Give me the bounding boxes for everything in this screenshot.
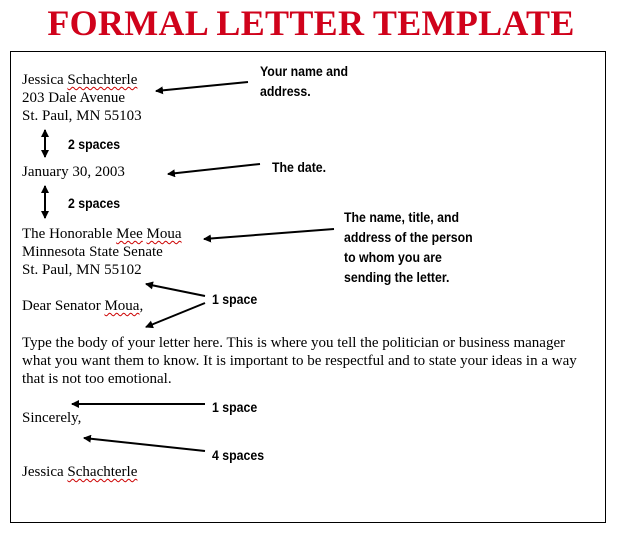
annotation-two-spaces-1: 2 spaces	[68, 136, 121, 152]
annotation-your-name-line-1: Your name and	[260, 63, 349, 79]
salutation-name: Moua	[104, 298, 140, 314]
signature-last-name: Schachterle	[67, 464, 138, 480]
sender-street: 203 Dale Avenue	[22, 90, 126, 106]
sender-first-name: Jessica	[22, 72, 64, 88]
page-title: FORMAL LETTER TEMPLATE	[47, 3, 575, 43]
recipient-first-name: Mee	[116, 226, 143, 242]
arrow-to-date	[168, 164, 260, 174]
arrow-one-space-1-down	[146, 303, 205, 327]
arrow-four-spaces	[84, 438, 205, 451]
letter-body: Type the body of your letter here. This is where you tell the politician or business manager what you want them to know. It is important to be respectful and to state your ideas in a way that is not too emotional.	[22, 335, 577, 387]
recipient-name-prefix: The Honorable	[22, 226, 113, 242]
annotation-recipient-line-4: sending the letter.	[344, 269, 450, 285]
arrow-to-recipient	[204, 229, 334, 239]
annotation-your-name-line-2: address.	[260, 83, 311, 99]
recipient-last-name: Moua	[146, 226, 182, 242]
annotation-two-spaces-2: 2 spaces	[68, 195, 121, 211]
salutation-prefix: Dear Senator	[22, 298, 101, 314]
annotation-one-space-2: 1 space	[212, 399, 258, 415]
annotation-one-space-1: 1 space	[212, 291, 258, 307]
annotation-recipient-line-3: to whom you are	[344, 249, 442, 265]
annotation-recipient-line-2: address of the person	[344, 229, 473, 245]
closing: Sincerely,	[22, 410, 82, 426]
sender-city: St. Paul, MN 55103	[22, 108, 142, 124]
annotation-the-date: The date.	[272, 159, 327, 175]
letter-date: January 30, 2003	[22, 164, 125, 180]
annotation-recipient-line-1: The name, title, and	[344, 209, 460, 225]
arrow-to-sender-address	[156, 82, 248, 91]
annotation-four-spaces: 4 spaces	[212, 447, 265, 463]
sender-last-name: Schachterle	[67, 72, 138, 88]
arrow-one-space-1-up	[146, 284, 205, 296]
signature-first-name: Jessica	[22, 464, 64, 480]
recipient-city: St. Paul, MN 55102	[22, 262, 142, 278]
salutation-comma: ,	[139, 298, 144, 314]
recipient-title: Minnesota State Senate	[22, 244, 163, 260]
